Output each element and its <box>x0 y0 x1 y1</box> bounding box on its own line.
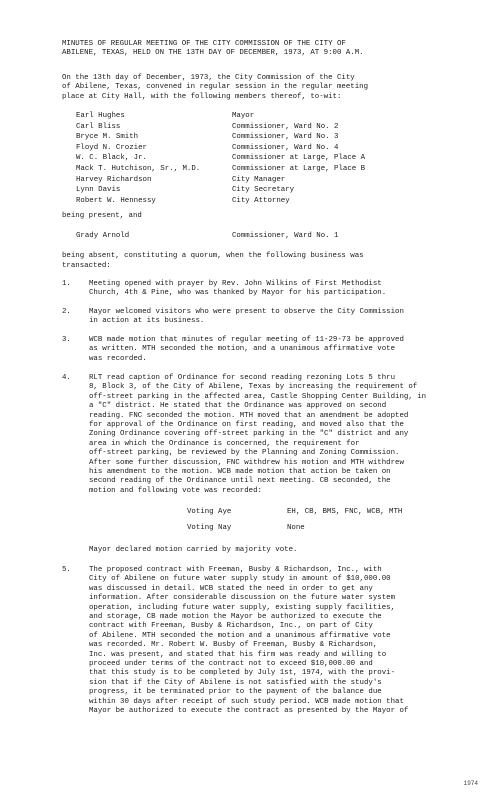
item-line: Mayor be authorized to execute the contract as presented by the Mayor of <box>89 707 409 716</box>
item-line: After some further discussion, FNC withdrew his motion and MTH withdrew <box>89 458 404 467</box>
roster-row <box>76 176 436 187</box>
item-line: his amendment to the motion. WCB made motion that action be taken on <box>89 468 391 477</box>
item-number: 4. <box>62 374 71 382</box>
item-line: motion and following vote was recorded: <box>89 486 262 495</box>
item-text <box>89 566 461 717</box>
item-line: progress, it be terminated prior to the payment of the balance due <box>89 688 382 697</box>
vote-result: Mayor declared motion carried by majority vote. <box>89 546 298 554</box>
item-line: Mayor welcomed visitors who were present to observe the City Commission <box>89 308 404 316</box>
vote-ayes-label: Voting Aye <box>187 508 232 516</box>
roster-row <box>76 154 436 165</box>
item-line: contract with Freeman, Busby & Richardson, Inc., on part of City <box>89 622 373 631</box>
member-title: City Manager <box>232 175 286 184</box>
member-name: Harvey Richardson <box>76 175 152 184</box>
heading-line-1: MINUTES OF REGULAR MEETING OF THE CITY COMMISSION OF THE CITY OF <box>62 40 346 48</box>
item-number: 5. <box>62 566 71 574</box>
roster-row <box>76 133 436 144</box>
member-name: Robert W. Hennessy <box>76 196 156 205</box>
item-line: as written. MTH seconded the motion, and a unanimous affirmative vote <box>89 345 396 354</box>
roster-row <box>76 112 436 123</box>
item-line: off-street parking, be reviewed by the Planning and Zoning Commission. <box>89 449 400 458</box>
item-number: 1. <box>62 280 71 288</box>
roster-row <box>76 232 436 243</box>
item-text <box>89 374 461 496</box>
item-line: proceed under terms of the contract not to exceed $10,000.00 and <box>89 660 373 669</box>
item-line: area in which the Ordinance is concerned, the requirement for <box>89 439 360 448</box>
item-line: sion that if the City of Abilene is not satisfied with the study's <box>89 678 382 687</box>
item-line: was discussed in detail. WCB stated the need in order to get any <box>89 584 373 593</box>
item-number: 2. <box>62 308 71 316</box>
item-line: and storage, CB made motion the Mayor be authorized to execute the <box>89 613 382 622</box>
item-line: that this study is to be completed by July 1st, 1974, with the provi- <box>89 669 396 678</box>
member-name: Carl Bliss <box>76 122 121 131</box>
quorum-line-2: transacted: <box>62 262 111 270</box>
intro-paragraph <box>62 74 457 102</box>
member-name: Mack T. Hutchison, Sr., M.D. <box>76 164 201 173</box>
page-stamp: 1974 <box>463 779 478 787</box>
item-line: Church, 4th & Pine, who was thanked by Mayor for his participation. <box>89 289 387 298</box>
vote-ayes-value: EH, CB, BMS, FNC, WCB, MTH <box>287 508 403 516</box>
member-title: Commissioner at Large, Place A <box>232 154 366 163</box>
roster-row <box>76 165 436 176</box>
member-title: Commissioner, Ward No. 2 <box>232 122 339 131</box>
intro-line-2: of Abilene, Texas, convened in regular session in the regular meeting <box>62 83 369 92</box>
minutes-heading <box>62 40 462 59</box>
item-line: Inc. was present, and stated that his firm was ready and willing to <box>89 650 387 659</box>
item-line: WCB made motion that minutes of regular meeting of 11-29-73 be approved <box>89 336 404 344</box>
item-line: reading. FNC seconded the motion. MTH moved that an amendment be adopted <box>89 411 409 420</box>
roster-row <box>76 186 436 197</box>
quorum-line-1: being absent, constituting a quorum, when the following business was <box>62 252 364 260</box>
member-name: W. C. Black, Jr. <box>76 154 147 163</box>
roster-row <box>76 197 436 208</box>
roster-row <box>76 144 436 155</box>
member-title: City Secretary <box>232 186 295 195</box>
item-line: second reading of the Ordinance until next meeting. CB seconded, the <box>89 477 391 486</box>
member-title: Commissioner, Ward No. 4 <box>232 143 339 152</box>
intro-line-3: place at City Hall, with the following members thereof, to-wit: <box>62 92 342 101</box>
item-line: in action at its business. <box>89 317 205 326</box>
item-line: City of Abilene on future water supply study in amount of $10,000.00 <box>89 575 391 584</box>
item-text <box>89 336 461 364</box>
member-name: Floyd N. Crozier <box>76 143 147 152</box>
item-line: of Abilene. MTH seconded the motion and a unanimous affirmative vote <box>89 631 391 640</box>
item-text <box>89 280 461 299</box>
present-note: being present, and <box>62 212 142 220</box>
intro-line-1: On the 13th day of December, 1973, the City Commission of the City <box>62 74 355 82</box>
heading-line-2: ABILENE, TEXAS, HELD ON THE 13TH DAY OF DECEMBER, 1973, AT 9:00 A.M. <box>62 49 364 58</box>
member-name: Grady Arnold <box>76 232 130 240</box>
item-line: within 30 days after receipt of such study period. WCB made motion that <box>89 697 404 706</box>
roster-row <box>76 123 436 134</box>
member-name: Earl Hughes <box>76 112 125 120</box>
item-line: information. After considerable discussion on the future water system <box>89 594 396 603</box>
attendance-roster <box>76 112 436 207</box>
member-title: Commissioner, Ward No. 3 <box>232 133 339 142</box>
item-line: The proposed contract with Freeman, Busby & Richardson, Inc., with <box>89 566 382 574</box>
absent-roster <box>76 232 436 243</box>
member-name: Lynn Davis <box>76 186 121 195</box>
item-line: was recorded. <box>89 354 147 363</box>
item-text <box>89 308 461 327</box>
member-title: City Attorney <box>232 196 290 205</box>
member-name: Bryce M. Smith <box>76 133 139 142</box>
vote-ayes <box>187 508 402 517</box>
item-line: a "C" district. He stated that the Ordinance was approved on second <box>89 402 387 411</box>
vote-nays <box>187 524 305 533</box>
vote-nays-value: None <box>287 524 305 532</box>
member-title: Commissioner, Ward No. 1 <box>232 232 339 240</box>
member-title: Commissioner at Large, Place B <box>232 164 366 173</box>
item-line: for approval of the Ordinance on first reading, and moved also that the <box>89 421 404 430</box>
item-line: 8, Block 3, of the City of Abilene, Texas by increasing the requirement of <box>89 383 418 392</box>
item-line: was recorded. Mr. Robert W. Busby of Freeman, Busby & Richardson, <box>89 641 378 650</box>
member-title: Mayor <box>232 112 255 120</box>
vote-nays-label: Voting Nay <box>187 524 232 532</box>
item-line: RLT read caption of Ordinance for second reading rezoning Lots 5 thru <box>89 374 396 382</box>
item-line: Zoning Ordinance covering off-street parking in the "C" district and any <box>89 430 409 439</box>
item-line: operation, including future water supply, existing supply facilities, <box>89 603 396 612</box>
item-line: off-street parking in the affected area, Castle Shopping Center Building, in <box>89 392 427 401</box>
item-line: Meeting opened with prayer by Rev. John Wilkins of First Methodist <box>89 280 382 288</box>
item-number: 3. <box>62 336 71 344</box>
